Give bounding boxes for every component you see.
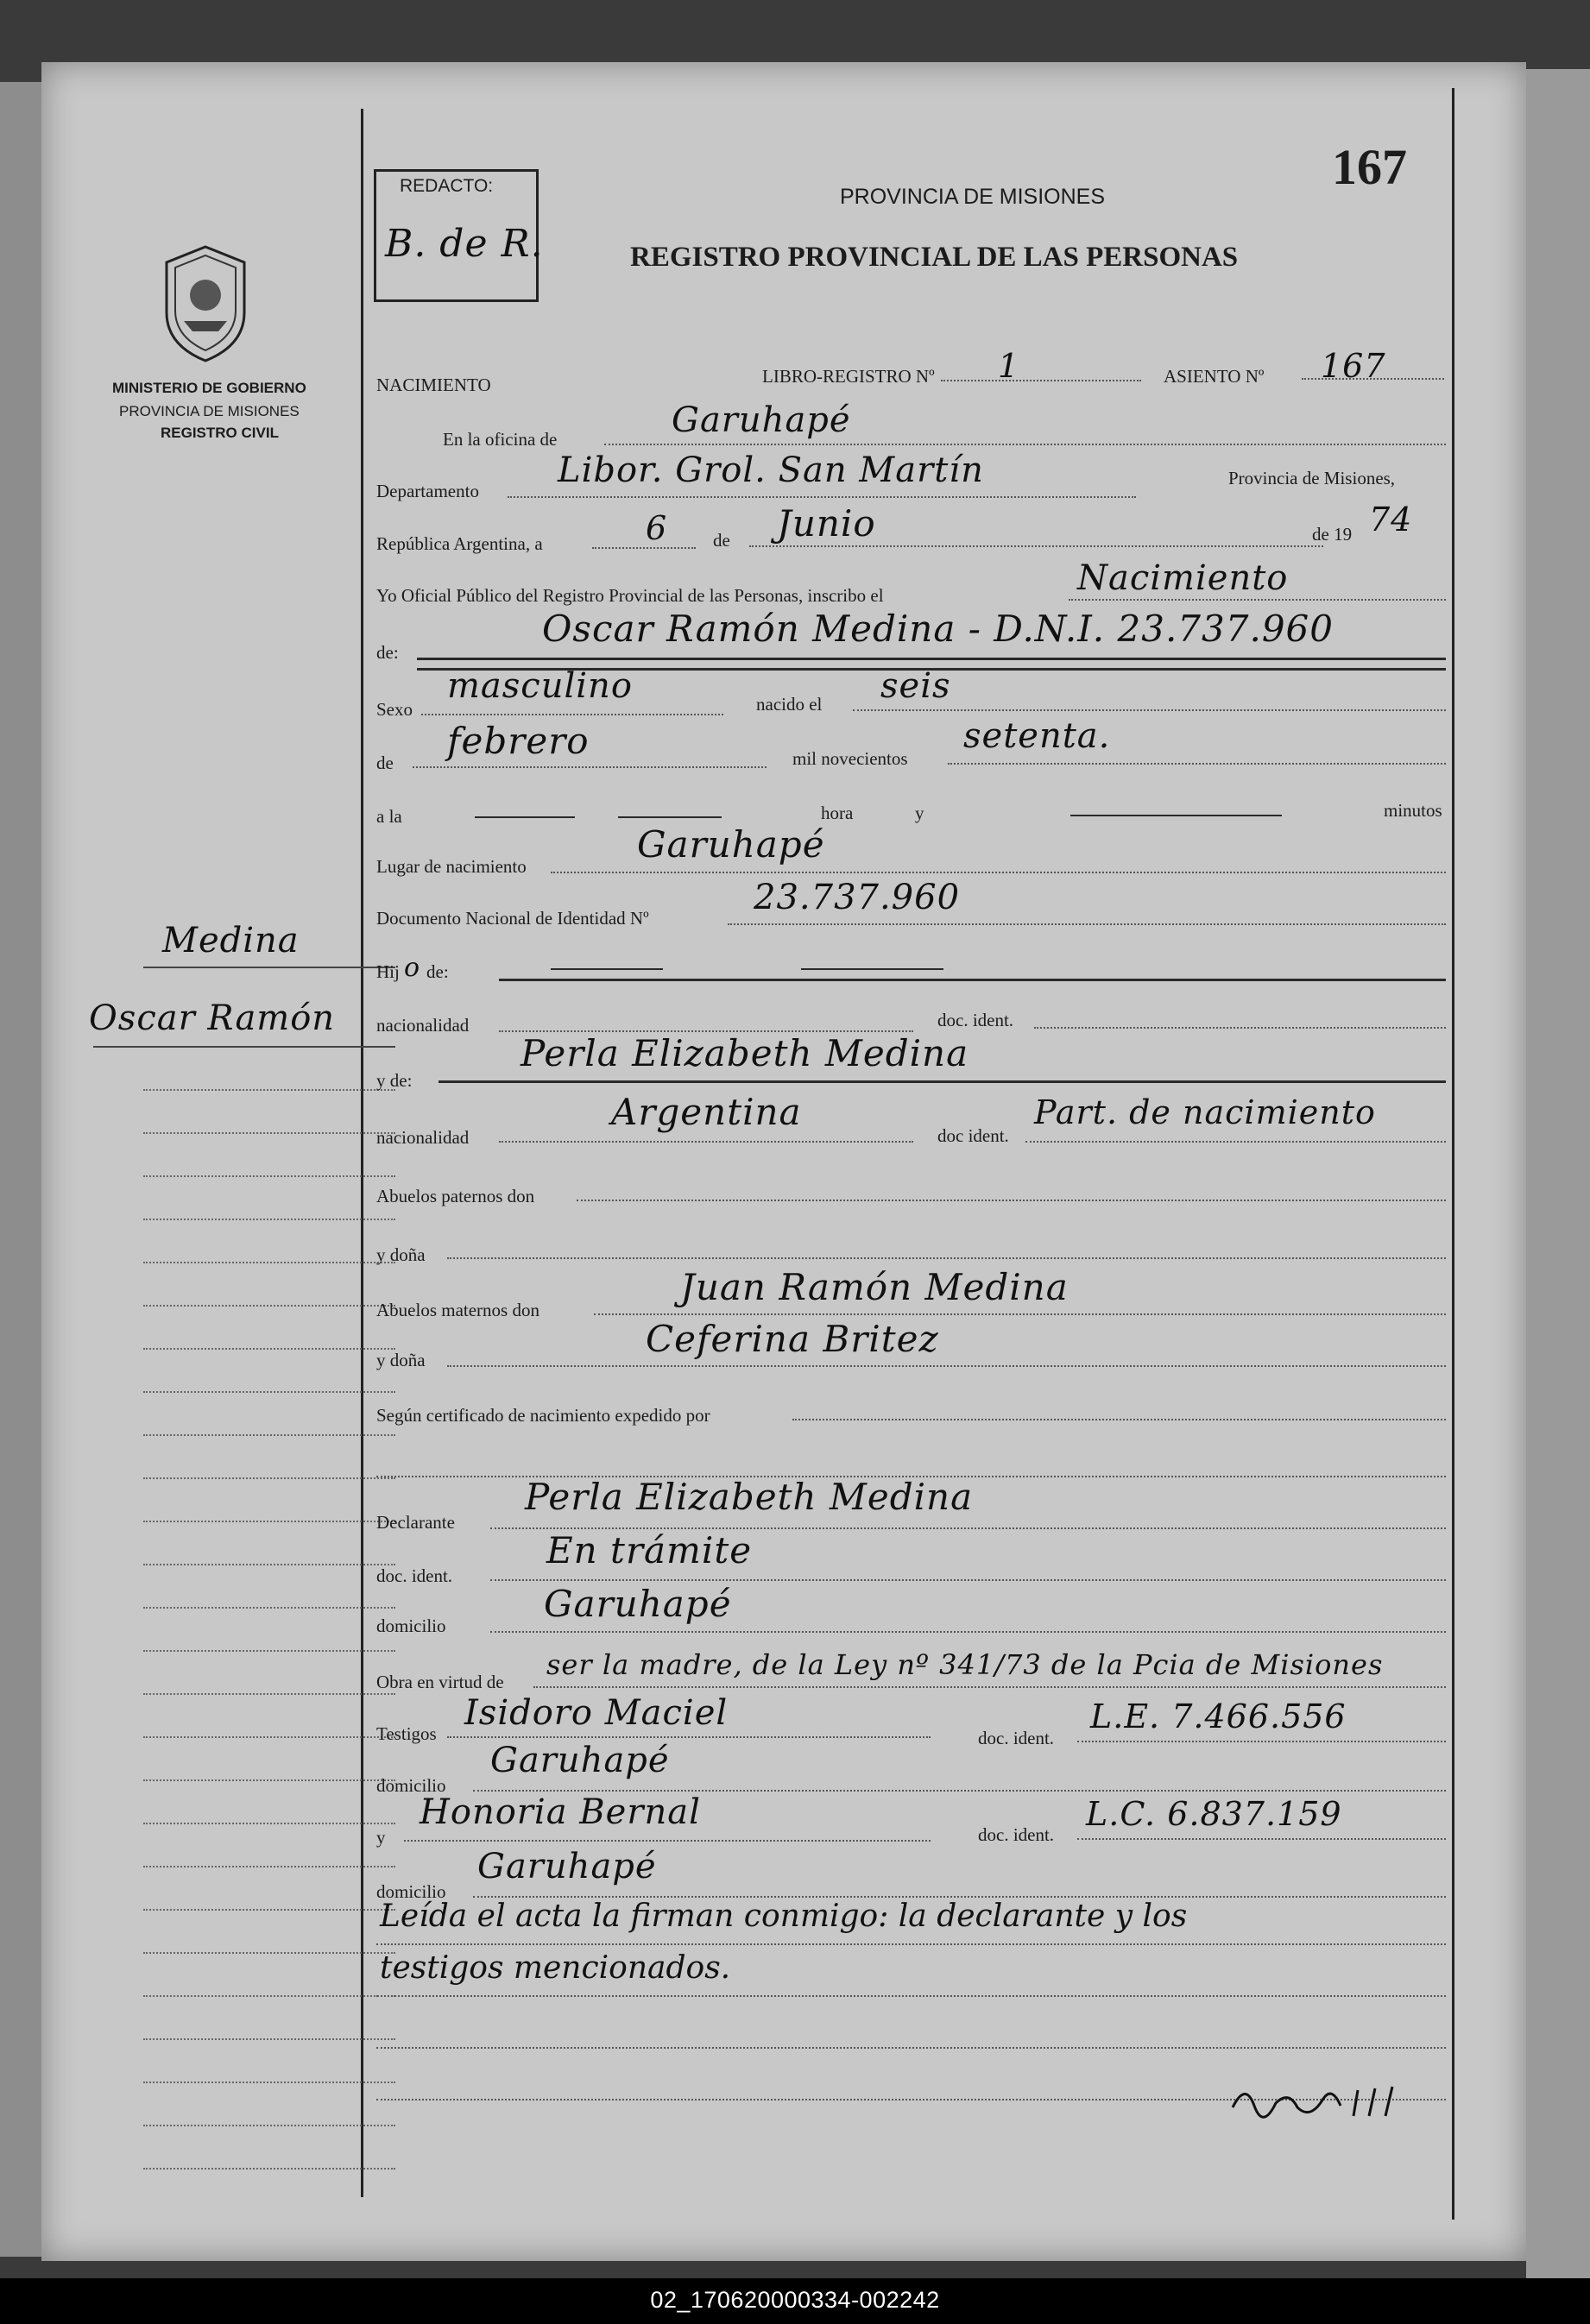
field-line [473, 1790, 1446, 1792]
doc-ident-padre-label: doc. ident. [937, 1010, 1014, 1030]
margin-rule [143, 1995, 395, 1997]
nacido-value: seis [880, 666, 951, 706]
anio-value: 74 [1369, 501, 1413, 538]
anio-nacimiento-value: setenta. [963, 716, 1111, 756]
field-line [1025, 1141, 1446, 1143]
field-line [1077, 1741, 1446, 1742]
y-hora-label: y [915, 803, 924, 823]
testigo2-value: Honoria Bernal [420, 1792, 701, 1832]
registry-heading: REGISTRO PROVINCIAL DE LAS PERSONAS [630, 242, 1239, 273]
right-page-edge [1526, 69, 1590, 2278]
sexo-value: masculino [447, 666, 633, 706]
field-line [551, 872, 1446, 873]
field-line [475, 816, 575, 818]
domicilio-testigo2-value: Garuhapé [477, 1847, 657, 1886]
act-type-label: NACIMIENTO [376, 375, 491, 395]
dni-value: 23.737.960 [754, 878, 961, 917]
field-line [499, 979, 1446, 981]
abuela-materna-value: Ceferina Britez [646, 1318, 939, 1360]
nacionalidad-madre-value: Argentina [611, 1091, 802, 1133]
margin-rule [143, 1262, 395, 1263]
a-la-label: a la [376, 806, 402, 827]
doc-ident-testigo1-label: doc. ident. [978, 1728, 1055, 1748]
province-seal-icon [158, 243, 253, 364]
oficina-label: En la oficina de [443, 429, 558, 450]
field-line [376, 1943, 1446, 1945]
field-line [1070, 815, 1282, 816]
margin-rule [143, 1391, 395, 1393]
margin-rule [143, 2168, 395, 2170]
hijo-label: Hij [376, 961, 400, 982]
margin-surname: Medina [162, 921, 300, 960]
doc-ident-testigo1-value: L.E. 7.466.556 [1090, 1697, 1347, 1735]
inscribo-value: Nacimiento [1077, 558, 1289, 598]
hijo-de-label: de: [426, 961, 449, 982]
image-id-caption: 02_170620000334-002242 [650, 2287, 940, 2313]
y-dona-materna-label: y doña [376, 1350, 426, 1370]
left-page-edge [0, 82, 41, 2257]
y-de-label: y de: [376, 1070, 413, 1091]
field-line [749, 545, 1323, 547]
margin-rule [143, 1089, 395, 1091]
asiento-value: 167 [1321, 347, 1386, 385]
margin-rule [143, 1866, 395, 1867]
de-mes-label: de [376, 753, 394, 773]
margin-rule [143, 1132, 395, 1134]
hijo-suffix: o [404, 953, 421, 983]
margin-rule [143, 1952, 395, 1954]
oficina-value: Garuhapé [672, 400, 851, 440]
hora-label: hora [821, 803, 854, 823]
margin-rule [143, 1477, 395, 1479]
domicilio-declarante-value: Garuhapé [544, 1583, 732, 1625]
field-line [592, 547, 696, 549]
margin-rule [143, 1607, 395, 1609]
margin-rule [143, 1650, 395, 1652]
domicilio-testigo1-value: Garuhapé [490, 1741, 670, 1780]
field-line [1302, 378, 1444, 380]
doc-ident-testigo2-value: L.C. 6.837.159 [1086, 1795, 1342, 1833]
field-line [447, 1736, 931, 1738]
field-line [853, 709, 1446, 711]
redacto-value: B. de R. [385, 222, 544, 266]
yo-oficial-text: Yo Oficial Público del Registro Provincial de las Personas, inscribo el [376, 585, 884, 606]
sidebar-province-label: PROVINCIA DE MISIONES [119, 403, 300, 419]
field-line [376, 1995, 1446, 1997]
right-margin-rule [1452, 88, 1454, 2220]
field-line [404, 1840, 931, 1842]
margin-rule [143, 1736, 395, 1738]
dia-value: 6 [646, 509, 668, 547]
margin-rule [143, 1348, 395, 1350]
field-line [551, 968, 663, 970]
field-line [618, 816, 722, 818]
margin-rule [143, 2082, 395, 2083]
testigo1-value: Isidoro Maciel [464, 1693, 729, 1733]
margin-rule [143, 1175, 395, 1177]
libro-label: LIBRO-REGISTRO Nº [762, 366, 935, 387]
field-line [417, 658, 1446, 660]
field-line [376, 2047, 1446, 2049]
margin-rule [143, 1305, 395, 1307]
dni-label: Documento Nacional de Identidad Nº [376, 908, 649, 929]
y-testigo-label: y [376, 1827, 386, 1848]
domicilio-declarante-label: domicilio [376, 1615, 446, 1636]
testigos-label: Testigos [376, 1723, 437, 1744]
field-line [594, 1313, 1446, 1315]
departamento-label: Departamento [376, 481, 479, 501]
abuelos-paternos-label: Abuelos paternos don [376, 1186, 535, 1206]
ministry-label: MINISTERIO DE GOBIERNO [112, 380, 306, 396]
obra-value: ser la madre, de la Ley nº 341/73 de la Pcia de Misiones [546, 1648, 1384, 1681]
field-line [421, 714, 723, 715]
mil-novecientos-label: mil novecientos [792, 748, 908, 769]
abuelos-maternos-value: Juan Ramón Medina [680, 1266, 1069, 1308]
left-margin-rule [361, 109, 363, 2197]
nacionalidad-madre-label: nacionalidad [376, 1127, 470, 1148]
domicilio-testigo2-label: domicilio [376, 1881, 446, 1902]
field-line [447, 1365, 1446, 1367]
lugar-value: Garuhapé [637, 823, 825, 866]
nacido-label: nacido el [756, 694, 823, 715]
madre-value: Perla Elizabeth Medina [521, 1032, 969, 1074]
page-number: 167 [1332, 139, 1407, 195]
doc-ident-declarante-label: doc. ident. [376, 1565, 453, 1586]
de-name-label: de: [376, 642, 399, 663]
margin-rule [143, 2125, 395, 2126]
field-line [1069, 599, 1446, 601]
civil-registry-label: REGISTRO CIVIL [161, 425, 279, 441]
doc-ident-madre-label: doc ident. [937, 1125, 1009, 1146]
field-line [792, 1419, 1446, 1420]
sexo-label: Sexo [376, 699, 413, 720]
obra-label: Obra en virtud de [376, 1672, 504, 1692]
margin-rule [143, 1779, 395, 1781]
anio-label: de 19 [1312, 524, 1353, 545]
abuelos-maternos-label: Abuelos maternos don [376, 1300, 539, 1320]
de-label: de [713, 530, 730, 551]
margin-rule [143, 1823, 395, 1824]
doc-ident-testigo2-label: doc. ident. [978, 1824, 1055, 1845]
lugar-label: Lugar de nacimiento [376, 856, 527, 877]
margin-rule [143, 967, 395, 968]
field-line [508, 496, 1136, 498]
registry-page [41, 62, 1526, 2261]
doc-ident-madre-value: Part. de nacimiento [1034, 1093, 1376, 1131]
field-line [1077, 1838, 1446, 1840]
libro-value: 1 [998, 347, 1020, 385]
margin-rule [143, 2038, 395, 2040]
margin-rule [143, 1219, 395, 1220]
field-line [577, 1200, 1446, 1201]
signature-scrawl [1228, 2073, 1435, 2125]
nacionalidad-padre-label: nacionalidad [376, 1015, 470, 1036]
mes-value: Junio [777, 502, 876, 545]
field-line [604, 444, 1446, 445]
provincia-suffix: Provincia de Misiones, [1228, 468, 1396, 488]
field-line [490, 1579, 1446, 1581]
field-line [533, 1686, 1446, 1688]
departamento-value: Libor. Grol. San Martín [558, 450, 984, 490]
field-line [801, 968, 943, 970]
minutos-label: minutos [1384, 800, 1442, 821]
field-line [941, 380, 1141, 381]
asiento-label: ASIENTO Nº [1164, 366, 1265, 387]
margin-rule [93, 1046, 395, 1048]
field-line [490, 1631, 1446, 1633]
domicilio-testigo1-label: domicilio [376, 1775, 446, 1796]
segun-certificado-label: Según certificado de nacimiento expedido por [376, 1405, 710, 1426]
field-line [499, 1141, 913, 1143]
province-heading: PROVINCIA DE MISIONES [840, 185, 1106, 209]
field-line [439, 1080, 1446, 1083]
field-line [948, 763, 1446, 765]
field-line [413, 766, 767, 768]
y-dona-paterna-label: y doña [376, 1244, 426, 1265]
margin-rule [143, 1909, 395, 1911]
margin-rule [143, 1693, 395, 1695]
margin-rule [143, 1521, 395, 1522]
declarante-value: Perla Elizabeth Medina [525, 1476, 974, 1518]
mes-nacimiento-value: febrero [447, 720, 590, 762]
closing-line-2: testigos mencionados. [380, 1950, 731, 1986]
margin-names: Oscar Ramón [89, 998, 336, 1038]
closing-line-1: Leída el acta la firman conmigo: la declarante y los [380, 1899, 1188, 1934]
field-line [473, 1896, 1446, 1898]
field-line [447, 1257, 1446, 1259]
margin-rule [143, 1434, 395, 1436]
field-line [728, 923, 1446, 925]
redacto-label: REDACTO: [400, 176, 494, 196]
margin-rule [143, 1564, 395, 1565]
field-line [1034, 1027, 1446, 1029]
doc-ident-declarante-value: En trámite [546, 1529, 753, 1571]
nombre-value: Oscar Ramón Medina - D.N.I. 23.737.960 [542, 608, 1334, 650]
republica-label: República Argentina, a [376, 533, 543, 554]
declarante-label: Declarante [376, 1512, 455, 1533]
